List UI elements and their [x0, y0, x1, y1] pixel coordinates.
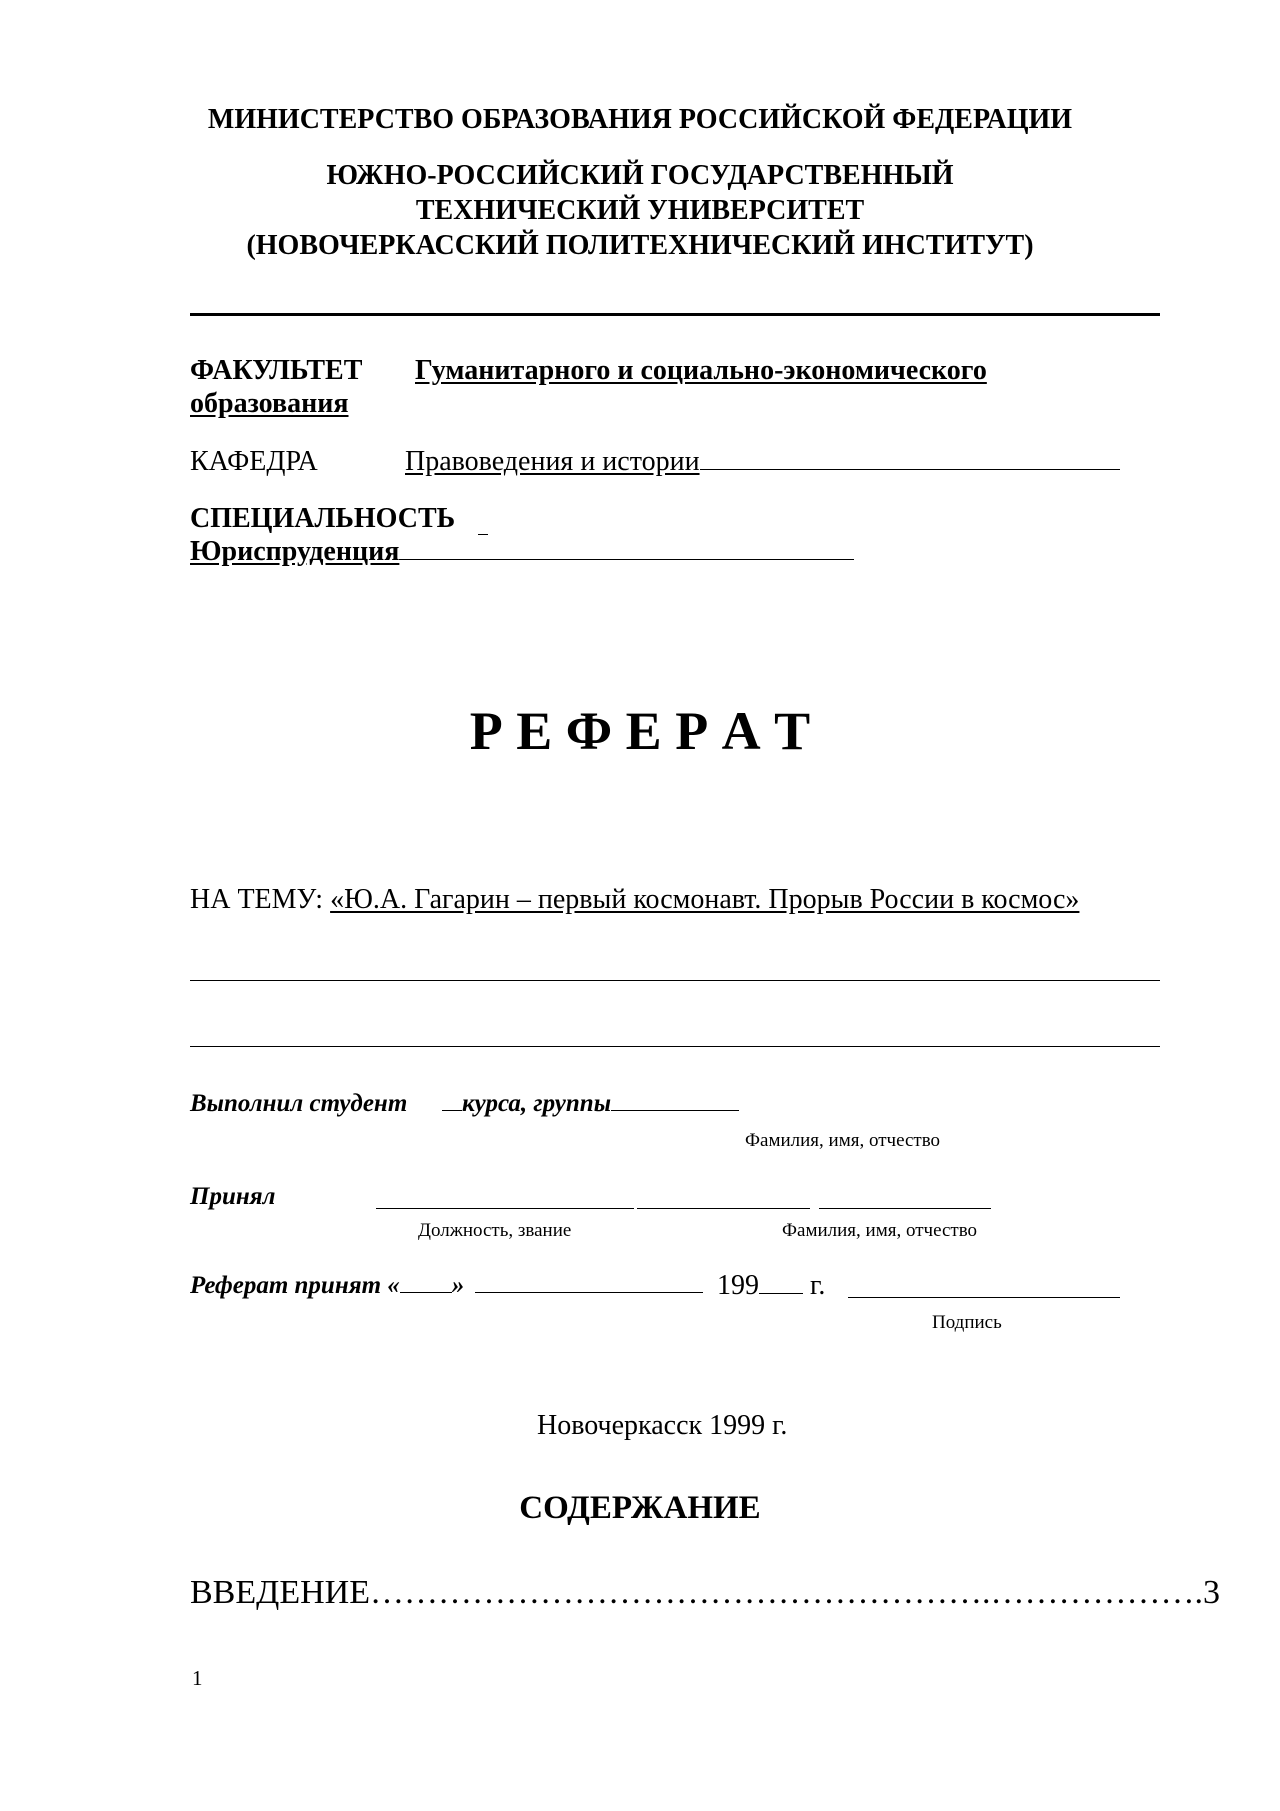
contents-item-page: 3 [1202, 1574, 1220, 1611]
faculty-value-line-2: образования [190, 388, 349, 419]
specialty-field [190, 536, 854, 568]
close-quote: » [451, 1272, 465, 1299]
topic-line [190, 884, 1079, 916]
topic-blank-line-2 [190, 1046, 1160, 1047]
signature-caption: Подпись [932, 1312, 1002, 1333]
ministry-heading: МИНИСТЕРСТВО ОБРАЗОВАНИЯ РОССИЙСКОЙ ФЕДЕРАЦИИ [207, 104, 1073, 135]
signature-blank [848, 1297, 1120, 1298]
month-blank [475, 1292, 703, 1293]
specialty-value: Юриспруденция [190, 536, 400, 567]
day-blank [400, 1292, 452, 1293]
contents-item-leader: ……………………………………………….………………. [369, 1574, 1203, 1611]
specialty-label: СПЕЦИАЛЬНОСТЬ [190, 503, 456, 534]
university-name-line-3: (НОВОЧЕРКАССКИЙ ПОЛИТЕХНИЧЕСКИЙ ИНСТИТУТ) [246, 230, 1034, 261]
department-value: Правоведения и истории [405, 446, 700, 477]
faculty-label: ФАКУЛЬТЕТ [190, 355, 363, 386]
position-caption: Должность, звание [418, 1220, 572, 1241]
specialty-label-tail [478, 534, 488, 535]
year-blank [759, 1293, 803, 1294]
topic-blank-line-1 [190, 980, 1160, 981]
student-label: Выполнил студент [190, 1090, 408, 1117]
student-course-group-field [442, 1090, 739, 1118]
header-divider [190, 313, 1160, 316]
university-name-line-2: ТЕХНИЧЕСКИЙ УНИВЕРСИТЕТ [415, 195, 865, 226]
contents-heading: СОДЕРЖАНИЕ [519, 1490, 761, 1526]
faculty-value: Гуманитарного и социально-экономического [415, 355, 987, 386]
page-number: 1 [192, 1666, 203, 1690]
contents-item-title: ВВЕДЕНИЕ [190, 1574, 370, 1611]
year-field [717, 1270, 825, 1302]
year-prefix: 199 [717, 1270, 759, 1301]
student-name-caption: Фамилия, имя, отчество [745, 1130, 941, 1151]
group-blank [611, 1110, 739, 1111]
position-blank-2 [637, 1208, 810, 1209]
position-blank [376, 1208, 634, 1209]
city-year: Новочеркасск 1999 г. [537, 1410, 788, 1441]
document-title: Р Е Ф Е Р А Т [469, 701, 811, 761]
topic-label: НА ТЕМУ: [190, 884, 324, 915]
course-group-label: курса, группы [462, 1090, 612, 1117]
department-blank [700, 469, 1120, 470]
university-name-line-1: ЮЖНО-РОССИЙСКИЙ ГОСУДАРСТВЕННЫЙ [326, 160, 954, 191]
topic-value: «Ю.А. Гагарин – первый космонавт. Прорыв России в космос» [330, 884, 1080, 915]
report-accepted-label: Реферат принят « [190, 1272, 400, 1299]
accepted-by-label: Принял [190, 1183, 276, 1210]
department-label: КАФЕДРА [190, 446, 318, 477]
department-field [405, 446, 1120, 478]
year-suffix: г. [810, 1270, 826, 1301]
specialty-blank [399, 559, 854, 560]
contents-item [190, 1574, 1220, 1612]
report-accepted-line [190, 1272, 703, 1300]
course-blank [442, 1110, 462, 1111]
name-blank [819, 1208, 991, 1209]
accepted-by-name-caption: Фамилия, имя, отчество [782, 1220, 978, 1241]
